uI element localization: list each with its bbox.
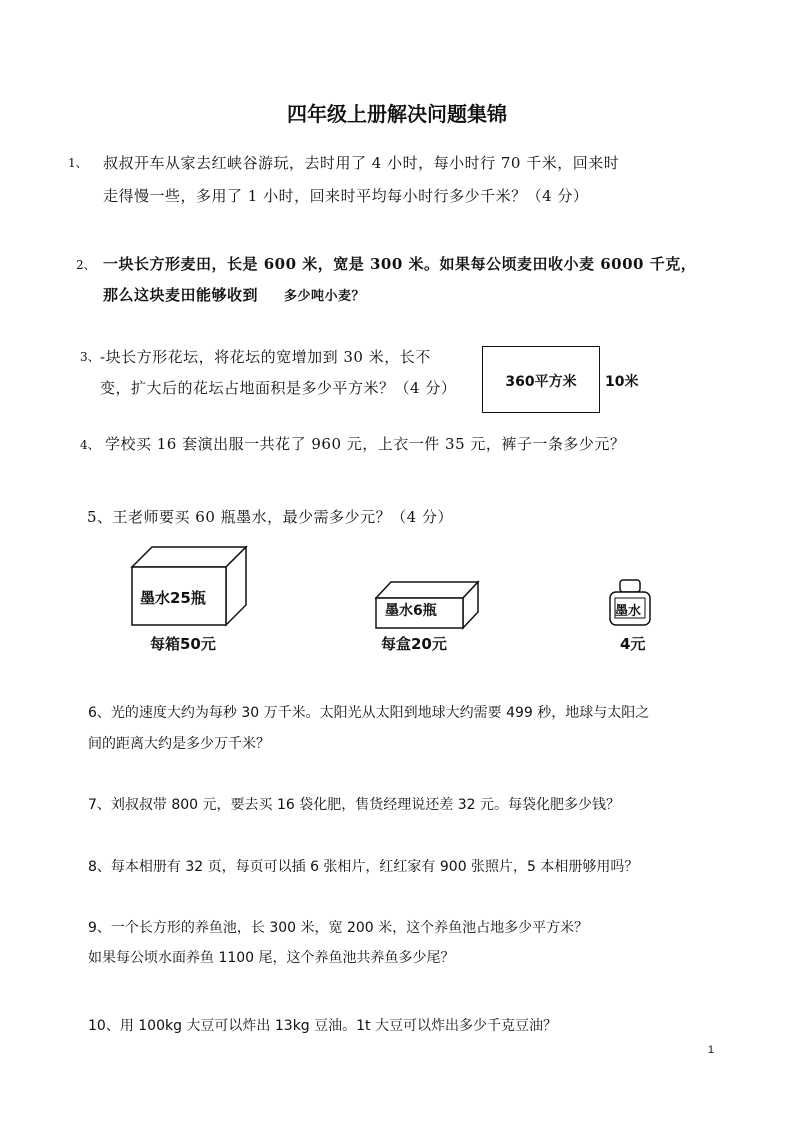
q3-number: 3、 [80, 350, 100, 364]
q4-line1: 学校买 16 套演出服一共花了 960 元，上衣一件 35 元，裤子一条多少元？ [105, 435, 626, 453]
q2-line2a: 那么这块麦田能够收到 [103, 286, 259, 304]
q8-line1: 8、每本相册有 32 页，每页可以插 6 张相片，红红家有 900 张照片，5 本相册够用吗？ [88, 859, 639, 875]
q1-line1: 叔叔开车从家去红峡谷游玩，去时用了 4 小时，每小时行 70 千米，回来时 [103, 154, 620, 172]
q3-line2: 变，扩大后的花坛占地面积是多少平方米？（4 分） [100, 379, 457, 397]
page-number: 1 [707, 1044, 714, 1056]
page-title: 四年级上册解决问题集锦 [287, 102, 507, 126]
q4-number: 4、 [80, 438, 100, 452]
q2-number: 2、 [76, 258, 96, 272]
box-label: 墨水6瓶 [385, 603, 437, 619]
q9-line2: 如果每公顷水面养鱼 1100 尾，这个养鱼池共养鱼多少尾？ [88, 950, 455, 966]
case-label: 墨水25瓶 [140, 589, 206, 607]
q1-number: 1、 [68, 156, 88, 170]
q5-line1: 5、王老师要买 60 瓶墨水，最少需多少元？（4 分） [87, 508, 453, 526]
flowerbed-rectangle [482, 346, 600, 413]
bottle-label: 墨水 [615, 604, 642, 619]
q2-line2b: 多少吨小麦？ [284, 289, 366, 304]
q7-line1: 7、刘叔叔带 800 元，要去买 16 袋化肥，售货经理说还差 32 元。每袋化肥多少钱？ [88, 797, 620, 813]
q6-line1: 6、光的速度大约为每秒 30 万千米。太阳光从太阳到地球大约需要 499 秒，地球与太阳之 [88, 705, 650, 721]
box-price: 每盒20元 [381, 635, 447, 653]
q3-line1: -块长方形花坛，将花坛的宽增加到 30 米，长不 [100, 348, 431, 366]
q10-line1: 10、用 100kg 大豆可以炸出 13kg 豆油。1t 大豆可以炸出多少千克豆油？ [88, 1018, 557, 1034]
q6-line2: 间的距离大约是多少万千米？ [88, 736, 270, 752]
q9-line1: 9、一个长方形的养鱼池，长 300 米，宽 200 米，这个养鱼池占地多少平方米？ [88, 920, 589, 936]
q2-line1: 一块长方形麦田，长是 600 米，宽是 300 米。如果每公顷麦田收小麦 6000 千克， [103, 255, 697, 273]
bottle-price: 4元 [620, 635, 646, 653]
q1-line2: 走得慢一些，多用了 1 小时，回来时平均每小时行多少千米？（4 分） [103, 187, 589, 205]
case-price: 每箱50元 [150, 635, 216, 653]
area-label: 360平方米 [505, 374, 577, 390]
side-length-label: 10米 [605, 374, 639, 390]
